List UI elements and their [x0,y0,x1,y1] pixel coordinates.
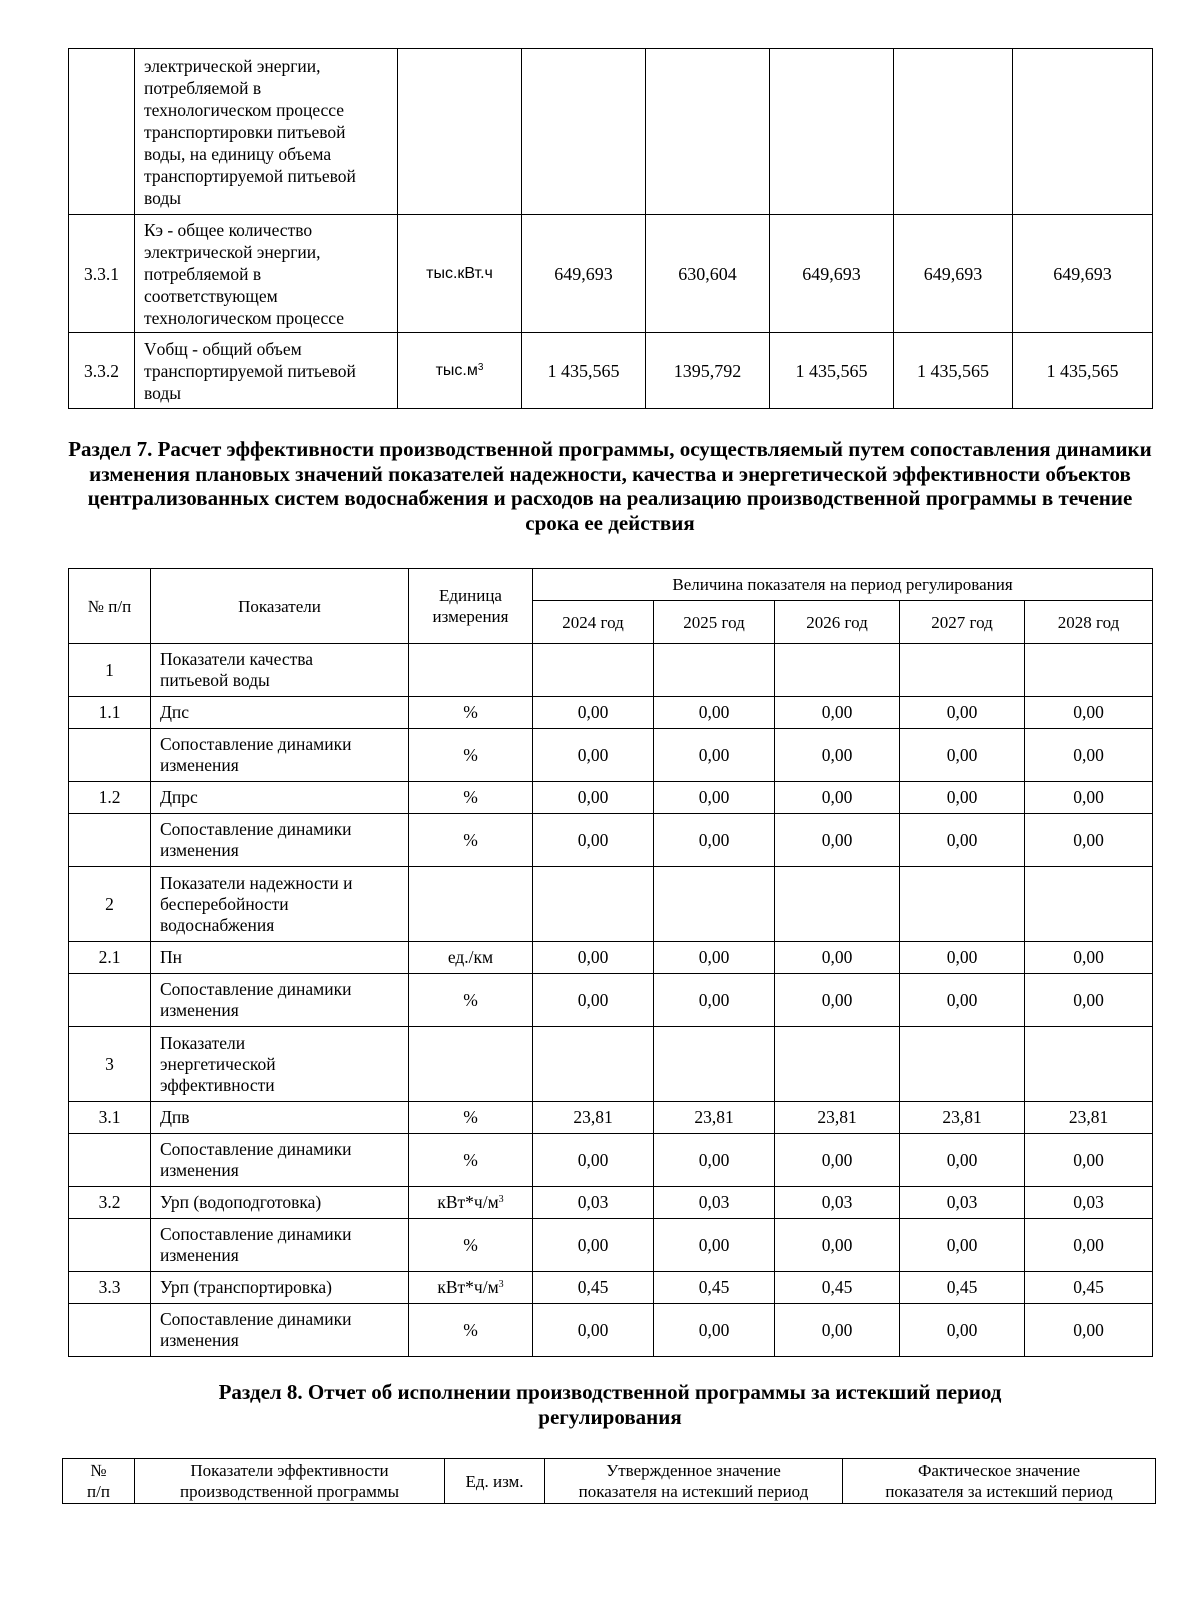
unit-superscript: 3 [498,1279,504,1290]
value-cell: 0,00 [1025,1304,1153,1357]
value-cell: 630,604 [646,215,770,333]
unit-cell [409,782,533,814]
value-cell: 0,00 [654,729,775,782]
value-cell [900,644,1025,697]
unit-text: % [463,744,478,765]
table-row [69,814,1153,867]
row-number: 3.1 [69,1102,151,1134]
unit-text: % [463,829,478,850]
indicator-name: Сопоставление динамики изменения [151,814,409,867]
unit-superscript: 3 [498,1194,504,1205]
value-cell: 0,03 [654,1187,775,1219]
value-cell: 0,00 [900,697,1025,729]
column-header-year: 2025 год [654,601,775,644]
value-cell [646,49,770,215]
column-header-actual: Фактическое значение показателя за истекший период [843,1459,1156,1504]
column-header-period: Величина показателя на период регулирования [533,569,1153,601]
unit-cell [398,333,522,409]
column-header-number: № п/п [69,569,151,644]
value-cell: 0,00 [775,782,900,814]
value-cell: 0,45 [654,1272,775,1304]
program-execution-report-table [62,1458,1156,1504]
indicator-name: Показатели качества питьевой воды [151,644,409,697]
unit-cell [409,942,533,974]
value-cell: 0,00 [1025,729,1153,782]
unit-cell [409,1272,533,1304]
row-number: 3.2 [69,1187,151,1219]
table-row [69,49,1153,215]
column-header-approved: Утвержденное значение показателя на истекший период [545,1459,843,1504]
value-cell [533,644,654,697]
value-cell: 649,693 [1013,215,1153,333]
table-row [69,215,1153,333]
value-cell [533,867,654,942]
table-row [69,942,1153,974]
value-cell: 0,00 [1025,1134,1153,1187]
value-cell: 0,00 [775,1304,900,1357]
unit-cell [409,814,533,867]
column-header-year: 2026 год [775,601,900,644]
column-header-unit: Ед. изм. [445,1459,545,1504]
section-8-title: Раздел 8. Отчет об исполнении производственной программы за истекший период регулирования [218,1380,1002,1429]
value-cell: 0,00 [775,974,900,1027]
unit-text: % [463,1234,478,1255]
indicator-name: Урп (водоподготовка) [151,1187,409,1219]
unit-text: % [463,1107,478,1127]
value-cell: 1 435,565 [1013,333,1153,409]
unit-cell [409,1304,533,1357]
unit-text: % [463,702,478,722]
value-cell: 0,00 [1025,782,1153,814]
row-number [69,814,151,867]
value-cell: 0,00 [533,974,654,1027]
row-number: 3.3.1 [69,215,135,333]
indicator-name: Показатели надежности и бесперебойности водоснабжения [151,867,409,942]
row-number: 3.3 [69,1272,151,1304]
unit-text: тыс.кВт.ч [426,264,493,282]
value-cell: 0,03 [533,1187,654,1219]
value-cell: 0,00 [654,782,775,814]
row-number: 1.1 [69,697,151,729]
row-number: 2 [69,867,151,942]
value-cell: 0,45 [1025,1272,1153,1304]
table-row [69,867,1153,942]
efficiency-calculation-table [68,568,1153,1357]
table-row [69,1187,1153,1219]
unit-cell [409,729,533,782]
table-row [69,1027,1153,1102]
value-cell: 0,00 [533,1219,654,1272]
row-number [69,1134,151,1187]
value-cell [900,1027,1025,1102]
section-7-title: Раздел 7. Расчет эффективности производственной программы, осуществляемый путем сопоставления динамики изменения плановых значений показателей надежности, качества и энергетической эффективности объектов централизованных систем водоснабжения и расходов на реализацию производственной программы в течение срока ее действия [68,437,1152,535]
value-cell: 0,00 [533,782,654,814]
indicators-continuation-table [68,48,1153,409]
value-cell: 0,45 [900,1272,1025,1304]
value-cell: 0,00 [900,1219,1025,1272]
value-cell: 649,693 [894,215,1013,333]
unit-cell [409,867,533,942]
value-cell: 0,00 [533,814,654,867]
unit-cell [409,1027,533,1102]
value-cell [654,1027,775,1102]
unit-text: тыс.м [435,361,478,379]
value-cell [894,49,1013,215]
unit-cell [409,974,533,1027]
value-cell: 0,00 [900,1304,1025,1357]
row-number [69,729,151,782]
value-cell: 0,00 [1025,974,1153,1027]
value-cell: 0,00 [900,814,1025,867]
value-cell: 23,81 [1025,1102,1153,1134]
value-cell: 0,00 [533,729,654,782]
value-cell [770,49,894,215]
unit-text: кВт*ч/м [437,1277,499,1297]
value-cell: 1395,792 [646,333,770,409]
value-cell: 23,81 [900,1102,1025,1134]
column-header-number: № п/п [63,1459,135,1504]
value-cell: 0,00 [1025,814,1153,867]
value-cell: 1 435,565 [522,333,646,409]
table-row [69,782,1153,814]
indicator-name: Дпрс [151,782,409,814]
value-cell: 0,00 [533,1134,654,1187]
value-cell: 0,00 [654,974,775,1027]
indicator-name: Сопоставление динамики изменения [151,1304,409,1357]
value-cell: 649,693 [770,215,894,333]
row-number [69,1219,151,1272]
unit-text: % [463,1149,478,1170]
unit-cell [409,1102,533,1134]
value-cell [533,1027,654,1102]
value-cell: 0,00 [654,942,775,974]
row-number: 3 [69,1027,151,1102]
indicator-name: электрической энергии, потребляемой в технологическом процессе транспортировки питьевой воды, на единицу объема транспортируемой питьевой воды [135,49,398,215]
unit-text: % [463,1319,478,1340]
value-cell: 0,00 [900,942,1025,974]
column-header-indicator: Показатели [151,569,409,644]
value-cell: 23,81 [654,1102,775,1134]
row-number [69,974,151,1027]
value-cell: 0,03 [1025,1187,1153,1219]
indicator-name: Дпс [151,697,409,729]
value-cell: 0,00 [654,697,775,729]
value-cell: 0,00 [654,1219,775,1272]
value-cell: 0,00 [900,1134,1025,1187]
row-number [69,1304,151,1357]
unit-cell [409,644,533,697]
value-cell: 0,00 [775,1219,900,1272]
value-cell: 0,00 [900,729,1025,782]
table-row [69,1219,1153,1272]
table-row [69,697,1153,729]
value-cell: 23,81 [775,1102,900,1134]
table-row [69,644,1153,697]
value-cell: 0,00 [900,782,1025,814]
value-cell: 1 435,565 [894,333,1013,409]
value-cell: 0,00 [533,942,654,974]
unit-cell [409,697,533,729]
unit-cell [409,1219,533,1272]
table-header-row [63,1459,1156,1504]
unit-text: % [463,787,478,807]
value-cell: 0,00 [1025,697,1153,729]
unit-text: ед./км [447,947,494,967]
unit-cell [409,1187,533,1219]
value-cell [654,867,775,942]
value-cell: 0,00 [775,1134,900,1187]
row-number: 3.3.2 [69,333,135,409]
indicator-name: Сопоставление динамики изменения [151,974,409,1027]
value-cell: 23,81 [533,1102,654,1134]
column-header-unit: Единица измерения [409,569,533,644]
value-cell: 0,00 [1025,942,1153,974]
unit-cell [409,1134,533,1187]
value-cell [654,644,775,697]
value-cell [1025,644,1153,697]
indicator-name: Сопоставление динамики изменения [151,729,409,782]
value-cell: 649,693 [522,215,646,333]
row-number [69,49,135,215]
value-cell [775,644,900,697]
table-row [69,1304,1153,1357]
value-cell: 0,00 [533,697,654,729]
value-cell: 0,03 [775,1187,900,1219]
value-cell: 0,45 [533,1272,654,1304]
value-cell: 0,00 [775,697,900,729]
value-cell [775,867,900,942]
column-header-year: 2027 год [900,601,1025,644]
table-header-row [69,569,1153,601]
indicator-name: Сопоставление динамики изменения [151,1219,409,1272]
value-cell: 0,03 [900,1187,1025,1219]
indicator-name: Показатели энергетической эффективности [151,1027,409,1102]
indicator-name: Кэ - общее количество электрической энергии, потребляемой в соответствующем технологическом процессе [135,215,398,333]
column-header-indicator: Показатели эффективности производственной программы [135,1459,445,1504]
table-row [69,729,1153,782]
value-cell [1025,1027,1153,1102]
table-row [69,1134,1153,1187]
indicator-name: Сопоставление динамики изменения [151,1134,409,1187]
indicator-name: Урп (транспортировка) [151,1272,409,1304]
value-cell: 0,00 [775,942,900,974]
row-number: 1 [69,644,151,697]
column-header-year: 2024 год [533,601,654,644]
table-row [69,1102,1153,1134]
value-cell: 0,00 [654,814,775,867]
unit-cell [398,215,522,333]
table-row [69,1272,1153,1304]
unit-text: % [463,989,478,1010]
unit-cell [398,49,522,215]
value-cell: 1 435,565 [770,333,894,409]
value-cell: 0,45 [775,1272,900,1304]
value-cell: 0,00 [654,1304,775,1357]
row-number: 1.2 [69,782,151,814]
value-cell: 0,00 [775,814,900,867]
value-cell: 0,00 [654,1134,775,1187]
indicator-name: Vобщ - общий объем транспортируемой питьевой воды [135,333,398,409]
column-header-year: 2028 год [1025,601,1153,644]
value-cell [775,1027,900,1102]
unit-text: кВт*ч/м [437,1192,499,1212]
value-cell: 0,00 [533,1304,654,1357]
table-row [69,333,1153,409]
row-number: 2.1 [69,942,151,974]
table-row [69,974,1153,1027]
value-cell [522,49,646,215]
indicator-name: Дпв [151,1102,409,1134]
value-cell [1025,867,1153,942]
indicator-name: Пн [151,942,409,974]
value-cell: 0,00 [1025,1219,1153,1272]
value-cell: 0,00 [775,729,900,782]
value-cell: 0,00 [900,974,1025,1027]
unit-superscript: 3 [477,361,484,373]
value-cell [1013,49,1153,215]
value-cell [900,867,1025,942]
